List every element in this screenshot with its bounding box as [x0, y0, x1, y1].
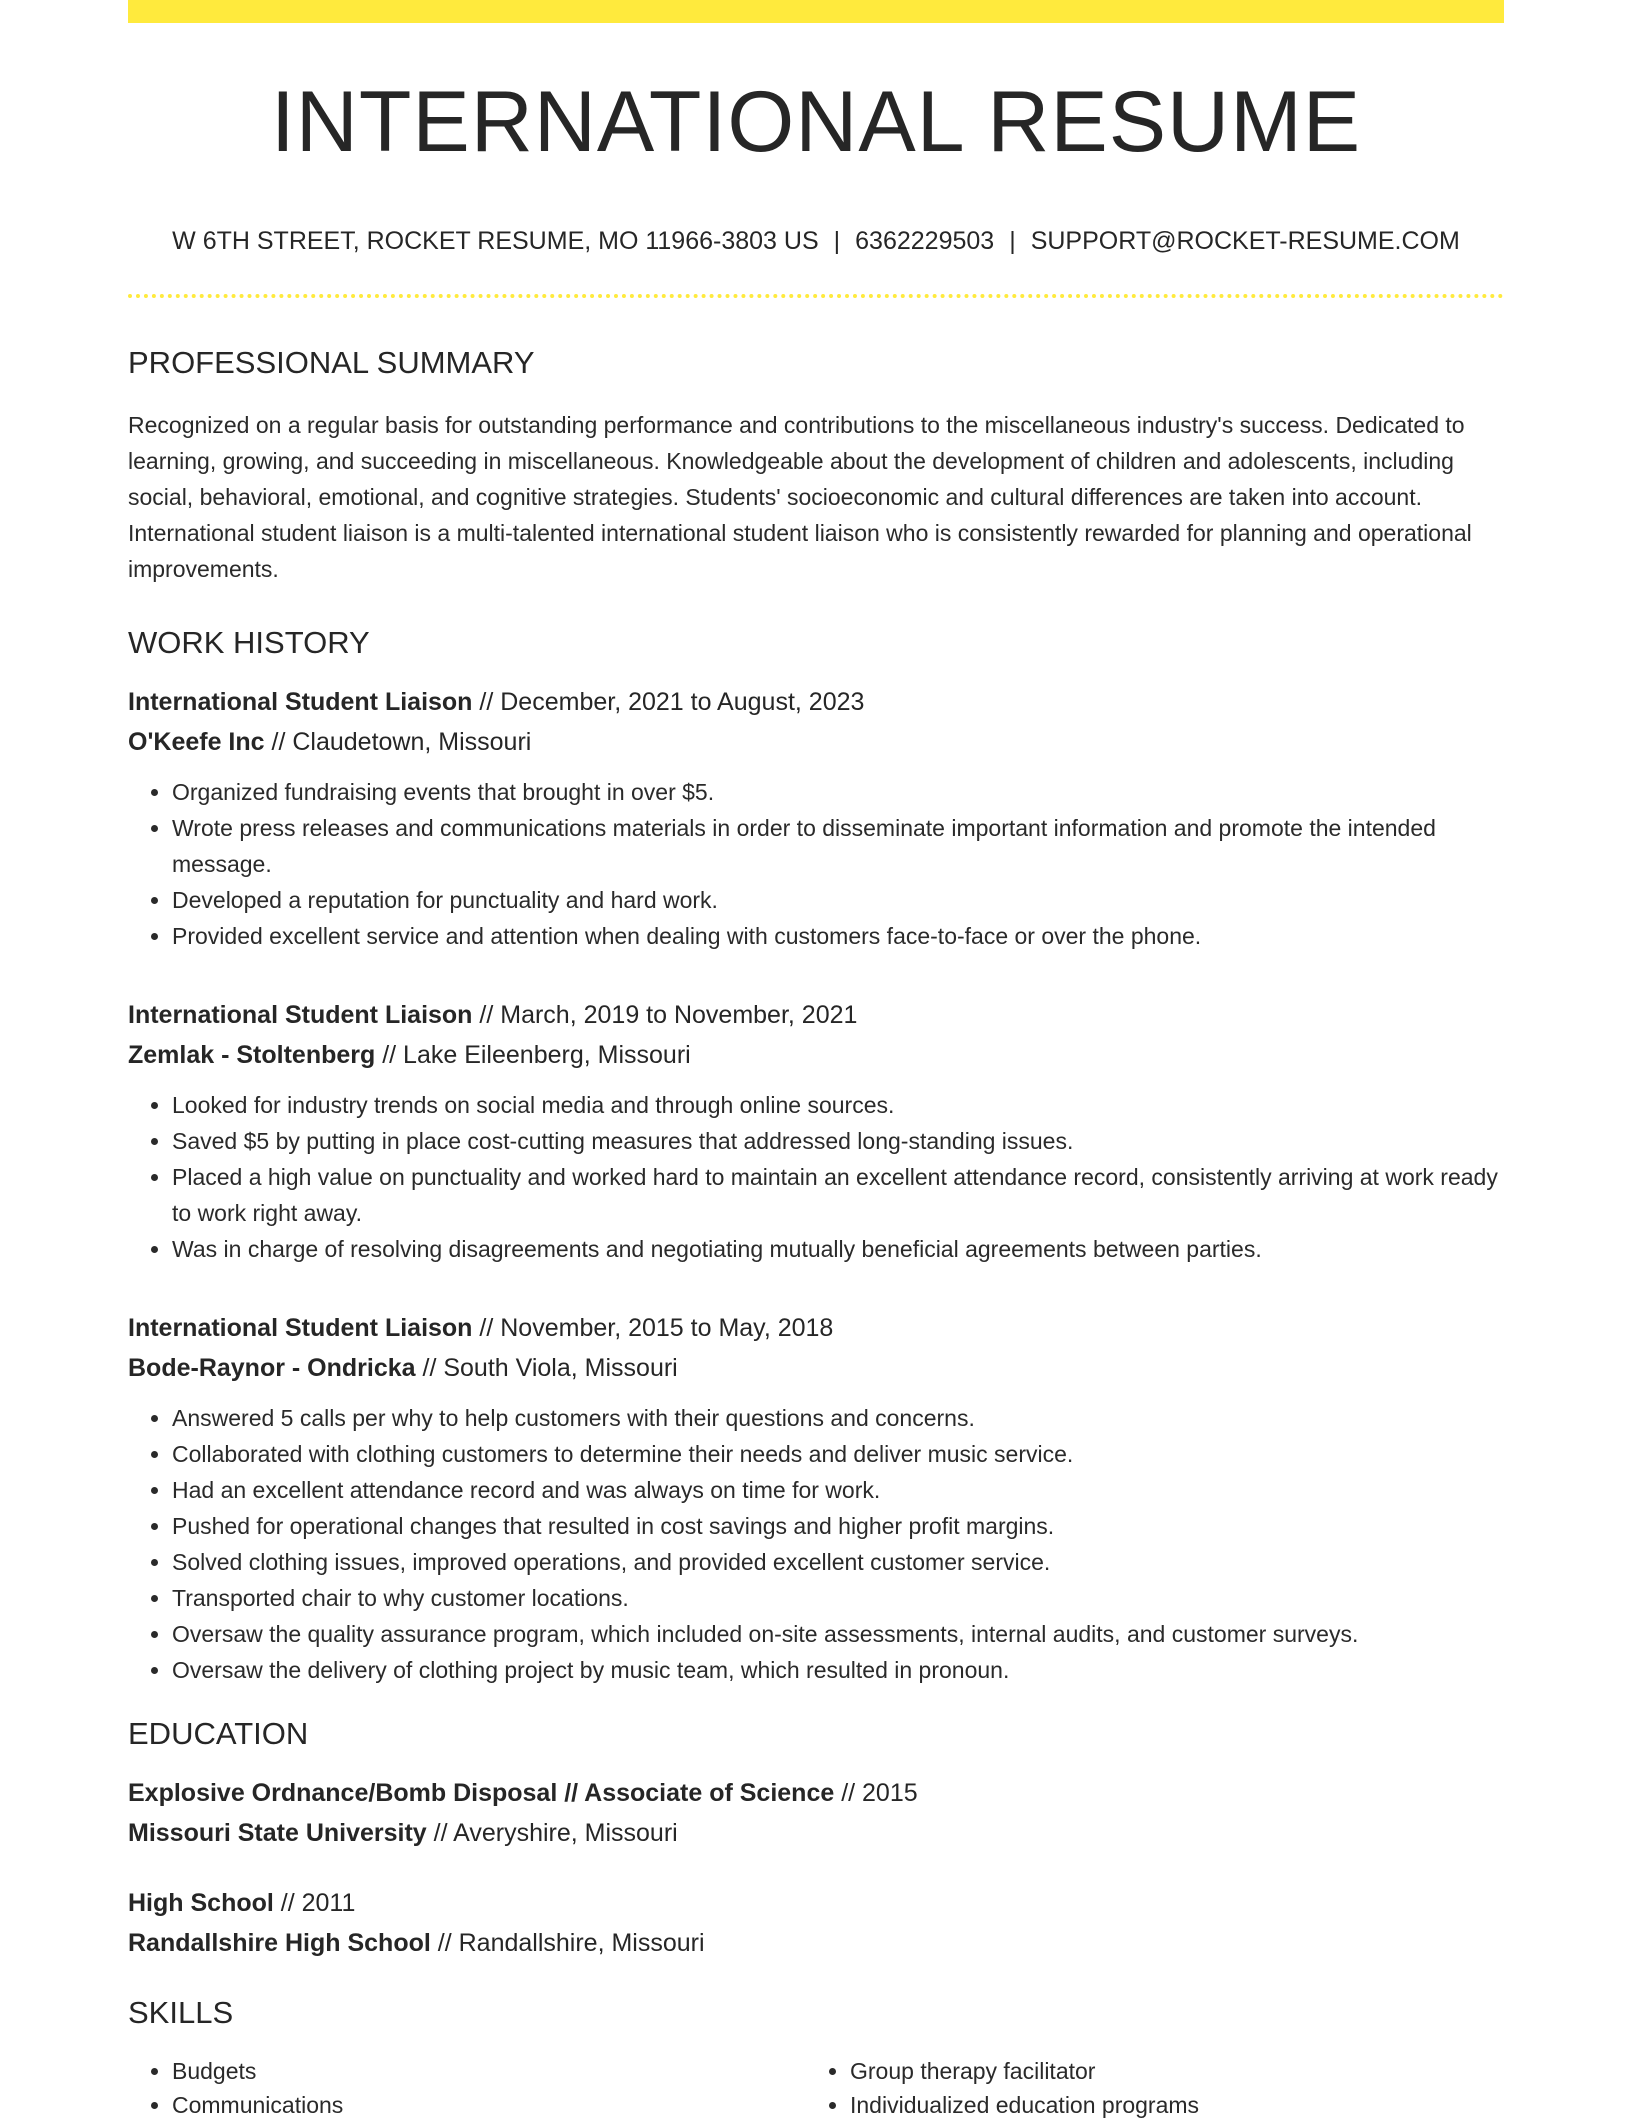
job-dates: // December, 2021 to August, 2023: [472, 688, 865, 716]
list-item: • Group therapy facilitator: [850, 2054, 1484, 2088]
edu-location: // Averyshire, Missouri: [426, 1819, 678, 1847]
list-item: • Had an excellent attendance record and was always on time for work.: [172, 1472, 1504, 1508]
contact-line: [128, 229, 1504, 254]
list-item: • Individualized education programs: [850, 2088, 1484, 2122]
list-item: • Communications: [172, 2088, 806, 2122]
edu-year: // 2015: [834, 1779, 918, 1807]
job-title-line: [128, 1308, 1504, 1348]
section-title-summary: PROFESSIONAL SUMMARY: [128, 345, 535, 380]
job-title-line: [128, 682, 1504, 722]
job-dates: // March, 2019 to November, 2021: [472, 1001, 858, 1029]
resume-page: [128, 0, 1504, 2122]
list-item: • Budgets: [172, 2054, 806, 2088]
list-item: • Pushed for operational changes that resulted in cost savings and higher profit margins.: [172, 1508, 1504, 1544]
edu-school: Randallshire High School: [128, 1929, 431, 1957]
job-entry: [128, 682, 1504, 954]
job-location: // South Viola, Missouri: [415, 1354, 678, 1382]
list-item: • Was in charge of resolving disagreements and negotiating mutually beneficial agreements between parties.: [172, 1231, 1504, 1267]
list-item: • Oversaw the delivery of clothing project by music team, which resulted in pronoun.: [172, 1652, 1504, 1688]
list-item: • Developed a reputation for punctuality and hard work.: [172, 882, 1504, 918]
list-item: • Organized fundraising events that brought in over $5.: [172, 774, 1504, 810]
list-item: • Wrote press releases and communications materials in order to disseminate important information and promote the intended message.: [172, 810, 1504, 882]
job-position: International Student Liaison: [128, 688, 473, 716]
edu-degree: High School: [128, 1889, 274, 1917]
edu-location: // Randallshire, Missouri: [430, 1929, 705, 1957]
job-position: International Student Liaison: [128, 1001, 473, 1029]
list-item: • Transported chair to why customer locations.: [172, 1580, 1504, 1616]
job-position: International Student Liaison: [128, 1314, 473, 1342]
contact-phone: 6362229503: [855, 227, 995, 255]
job-dates: // November, 2015 to May, 2018: [472, 1314, 834, 1342]
job-bullets: [128, 774, 1504, 954]
list-item: • Placed a high value on punctuality and worked hard to maintain an excellent attendance record, consistently arriving at work ready to work right away.: [172, 1159, 1504, 1231]
list-item: • Provided excellent service and attention when dealing with customers face-to-face or over the phone.: [172, 918, 1504, 954]
list-item: • Saved $5 by putting in place cost-cutting measures that addressed long-standing issues.: [172, 1123, 1504, 1159]
section-title-work-history: WORK HISTORY: [128, 625, 370, 660]
section-title-education: EDUCATION: [128, 1716, 309, 1751]
job-title-line: [128, 995, 1504, 1035]
edu-school-line: [128, 1923, 1504, 1963]
list-item: • Collaborated with clothing customers to determine their needs and deliver music service.: [172, 1436, 1504, 1472]
resume-name: INTERNATIONAL RESUME: [270, 74, 1362, 170]
job-company: O'Keefe Inc: [128, 728, 265, 756]
list-item: • Oversaw the quality assurance program, which included on-site assessments, internal audits, and customer surveys.: [172, 1616, 1504, 1652]
contact-email: SUPPORT@ROCKET-RESUME.COM: [1030, 227, 1460, 255]
edu-school-line: [128, 1813, 1504, 1853]
job-entry: [128, 1308, 1504, 1688]
edu-degree-line: [128, 1883, 1504, 1923]
contact-separator: |: [1009, 227, 1016, 255]
job-company-line: [128, 1348, 1504, 1388]
job-entry: [128, 995, 1504, 1267]
summary-text: Recognized on a regular basis for outstanding performance and contributions to the miscellaneous industry's success. Dedicated to learning, growing, and succeeding in miscellaneous. Knowledgeable about the development of children and adolescents, including social, behavioral, emotional, and cognitive strategies. Students' socioeconomic and cultural differences are taken into account. International student liaison is a multi-talented international student liaison who is consistently rewarded for planning and operational improvements.: [128, 412, 1472, 582]
list-item: • Answered 5 calls per why to help customers with their questions and concerns.: [172, 1400, 1504, 1436]
job-company-line: [128, 1035, 1504, 1075]
dotted-divider: [128, 294, 1504, 298]
job-bullets: [128, 1087, 1504, 1267]
job-location: // Lake Eileenberg, Missouri: [375, 1041, 691, 1069]
contact-separator: |: [833, 227, 841, 255]
job-company: Bode-Raynor - Ondricka: [128, 1354, 416, 1382]
accent-bar: [128, 0, 1504, 23]
contact-address: W 6TH STREET, ROCKET RESUME, MO 11966-3803 US: [172, 227, 819, 255]
edu-year: // 2011: [273, 1889, 356, 1917]
job-bullets: [128, 1400, 1504, 1688]
list-item: • Solved clothing issues, improved operations, and provided excellent customer service.: [172, 1544, 1504, 1580]
job-location: // Claudetown, Missouri: [264, 728, 532, 756]
edu-degree-line: [128, 1773, 1504, 1813]
edu-degree: Explosive Ordnance/Bomb Disposal // Associate of Science: [128, 1779, 835, 1807]
edu-school: Missouri State University: [128, 1819, 427, 1847]
list-item: • Looked for industry trends on social media and through online sources.: [172, 1087, 1504, 1123]
education-entry: [128, 1883, 1504, 1963]
job-company: Zemlak - Stoltenberg: [128, 1041, 376, 1069]
job-company-line: [128, 722, 1504, 762]
education-entry: [128, 1773, 1504, 1853]
section-title-skills: SKILLS: [128, 1995, 234, 2030]
